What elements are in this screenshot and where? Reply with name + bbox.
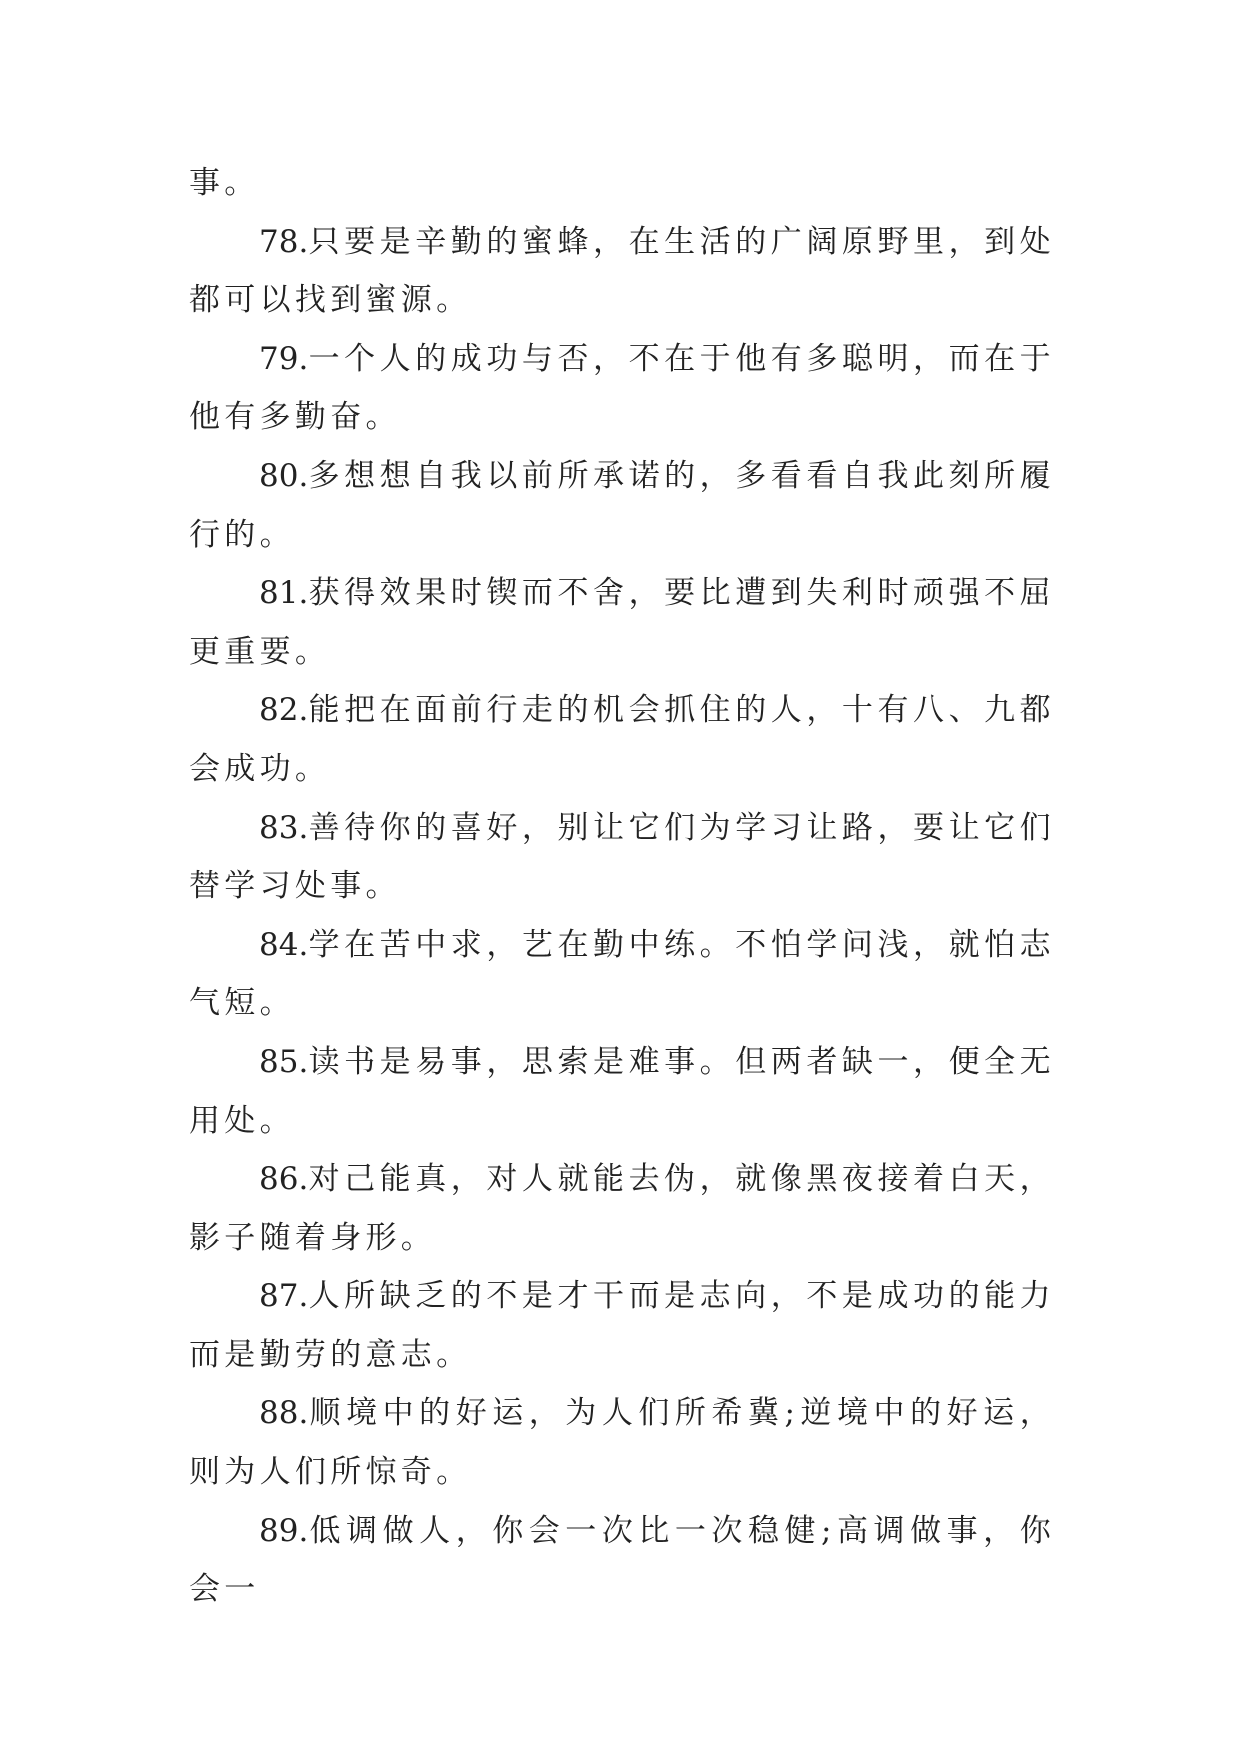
item-text: 获得效果时锲而不舍，要比遭到失利时顽强不屈更重要。 xyxy=(189,575,1055,670)
list-item xyxy=(189,1384,1055,1501)
item-number: 87. xyxy=(259,1278,309,1315)
item-text: 对己能真，对人就能去伪，就像黑夜接着白天，影子随着身形。 xyxy=(189,1161,1055,1256)
body-text xyxy=(189,154,1055,1619)
list-item xyxy=(189,1502,1055,1619)
item-text: 人所缺乏的不是才干而是志向，不是成功的能力而是勤劳的意志。 xyxy=(189,1278,1055,1373)
item-number: 83. xyxy=(259,809,309,846)
item-text: 一个人的成功与否，不在于他有多聪明，而在于他有多勤奋。 xyxy=(189,340,1055,436)
item-number: 88. xyxy=(259,1395,309,1432)
list-item xyxy=(189,564,1055,681)
list-item xyxy=(189,1033,1055,1150)
item-number: 84. xyxy=(259,926,309,963)
item-number: 81. xyxy=(259,575,309,612)
item-text: 顺境中的好运，为人们所希冀;逆境中的好运，则为人们所惊奇。 xyxy=(189,1395,1055,1491)
item-number: 86. xyxy=(259,1161,309,1198)
list-item xyxy=(189,916,1055,1033)
item-text: 善待你的喜好，别让它们为学习让路，要让它们替学习处事。 xyxy=(189,809,1055,905)
list-item xyxy=(189,447,1055,564)
list-item xyxy=(189,213,1055,330)
item-number: 82. xyxy=(259,692,309,729)
list-item xyxy=(189,330,1055,447)
list-item xyxy=(189,1267,1055,1384)
item-number: 78. xyxy=(259,223,309,260)
item-number: 79. xyxy=(259,340,309,377)
list-item xyxy=(189,799,1055,916)
item-number: 89. xyxy=(259,1512,309,1549)
list-item xyxy=(189,681,1055,798)
lead-fragment: 事。 xyxy=(189,165,260,201)
item-text: 能把在面前行走的机会抓住的人，十有八、九都会成功。 xyxy=(189,692,1055,787)
item-text: 低调做人，你会一次比一次稳健;高调做事，你会一 xyxy=(189,1512,1055,1608)
item-text: 学在苦中求，艺在勤中练。不怕学问浅，就怕志气短。 xyxy=(189,926,1055,1022)
item-text: 读书是易事，思索是难事。但两者缺一，便全无用处。 xyxy=(189,1043,1055,1139)
item-text: 只要是辛勤的蜜蜂，在生活的广阔原野里，到处都可以找到蜜源。 xyxy=(189,223,1055,319)
item-text: 多想想自我以前所承诺的，多看看自我此刻所履行的。 xyxy=(189,457,1055,553)
item-number: 80. xyxy=(259,457,309,494)
list-item xyxy=(189,1150,1055,1267)
item-number: 85. xyxy=(259,1043,309,1080)
